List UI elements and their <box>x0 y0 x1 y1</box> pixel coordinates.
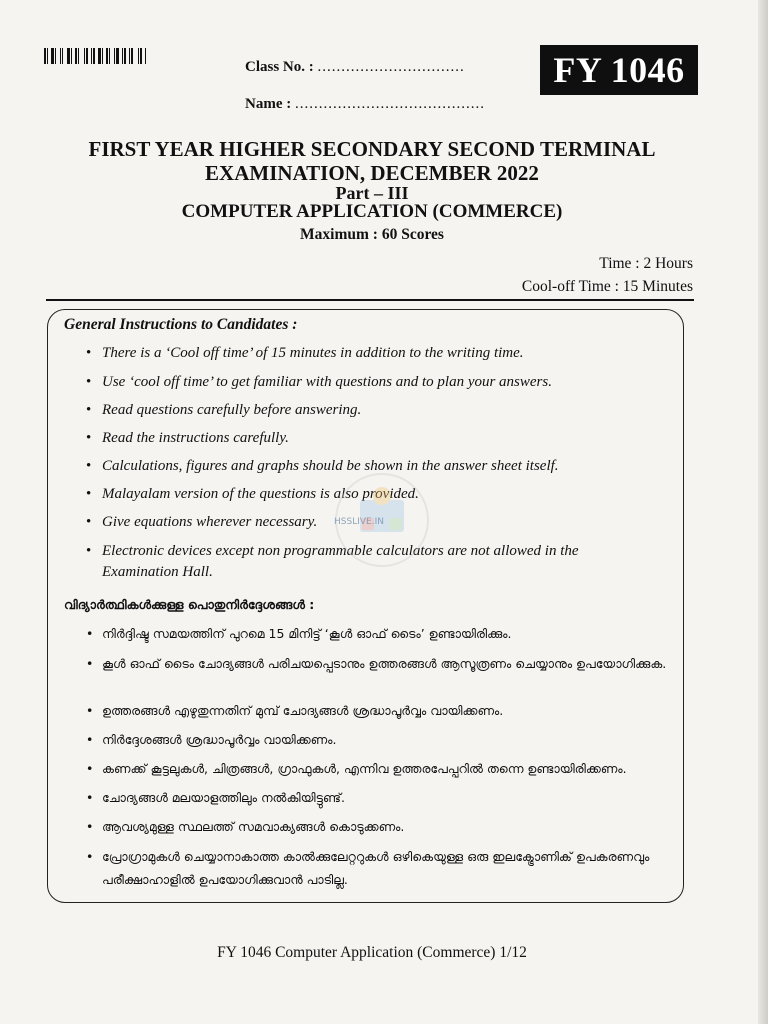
barcode-bar <box>109 48 110 64</box>
exam-title-line1: FIRST YEAR HIGHER SECONDARY SECOND TERMINAL <box>88 137 656 161</box>
barcode-bar <box>71 48 72 64</box>
barcode-bar <box>75 48 77 64</box>
barcode-bar <box>51 48 54 64</box>
malayalam-instruction-item: • നിർദ്ദിഷ്ട സമയത്തിന് പുറമെ 15 മിനിട്ട് ‘കൂൾ ഓഫ് ടൈം’ ഉണ്ടായിരിക്കും. <box>86 622 676 645</box>
page-footer: FY 1046 Computer Application (Commerce) 1/12 <box>217 944 527 961</box>
barcode-bar <box>124 48 126 64</box>
exam-subject: COMPUTER APPLICATION (COMMERCE) <box>181 201 563 222</box>
instruction-item: • Read questions carefully before answering. <box>86 400 656 421</box>
barcode-bar <box>131 48 133 64</box>
barcode-bar <box>122 48 123 64</box>
bullet-icon: • <box>86 761 94 776</box>
barcode-bar <box>64 48 66 64</box>
barcode-bar <box>134 48 137 64</box>
barcode-bar <box>84 48 85 64</box>
barcode-bar <box>49 48 50 64</box>
barcode-bar <box>129 48 130 64</box>
malayalam-instructions-heading: വിദ്യാർത്ഥികൾക്കുള്ള പൊതുനിർദ്ദേശങ്ങൾ : <box>64 597 315 612</box>
barcode-bar <box>116 48 119 64</box>
barcode-bar <box>120 48 121 64</box>
barcode-bar <box>127 48 128 64</box>
bullet-icon: • <box>86 430 92 446</box>
barcode-bar <box>93 48 95 64</box>
bullet-icon: • <box>86 374 92 390</box>
barcode-bar <box>57 48 59 64</box>
barcode-bar <box>102 48 103 64</box>
barcode-bar <box>67 48 70 64</box>
watermark-label: HSSLIVE.IN <box>334 517 384 527</box>
instruction-item: • Malayalam version of the questions is also provided. <box>86 484 656 505</box>
barcode-bar <box>55 48 56 64</box>
barcode-bar <box>143 48 144 64</box>
barcode-bar <box>104 48 105 64</box>
barcode-bar <box>62 48 63 64</box>
barcode-bar <box>106 48 108 64</box>
malayalam-instruction-item: • കണക്ക് കൂട്ടലുകൾ, ചിത്രങ്ങൾ, ഗ്രാഫുകൾ, എന്നിവ ഉത്തരപേപ്പറിൽ തന്നെ ഉണ്ടായിരിക്കണം. <box>86 757 676 780</box>
instruction-item: • Calculations, figures and graphs should be shown in the answer sheet itself. <box>86 456 656 477</box>
malayalam-instruction-item: • ചോദ്യങ്ങൾ മലയാളത്തിലും നൽകിയിട്ടുണ്ട്. <box>86 786 676 809</box>
name-blank: ........................................ <box>294 96 485 112</box>
malayalam-instruction-item: • പ്രോഗ്രാമുകൾ ചെയ്യാനാകാത്ത കാൽക്കുലേറ്ററുകൾ ഒഴികെയുള്ള ഒരു ഇലക്ട്രോണിക് ഉപകരണവും പരീക്ഷാഹാളിൽ ഉപയോഗിക്കുവാൻ പാടില്ല. <box>86 845 676 891</box>
bullet-icon: • <box>86 656 94 671</box>
bullet-icon: • <box>86 543 92 559</box>
instruction-item: • There is a ‘Cool off time’ of 15 minutes in addition to the writing time. <box>86 343 656 364</box>
exam-part: Part – III <box>335 183 409 203</box>
barcode-bar <box>73 48 74 64</box>
bullet-icon: • <box>86 790 94 805</box>
bullet-icon: • <box>86 703 94 718</box>
max-scores: Maximum : 60 Scores <box>300 226 444 243</box>
barcode-bar <box>89 48 90 64</box>
time-duration: Time : 2 Hours <box>599 255 693 272</box>
barcode-bar <box>140 48 142 64</box>
barcode-bar <box>98 48 101 64</box>
class-no-field <box>245 59 465 76</box>
instruction-item: • Read the instructions carefully. <box>86 428 656 449</box>
instruction-item: • Give equations wherever necessary. <box>86 512 656 533</box>
class-no-blank: ............................... <box>317 59 465 75</box>
instructions-heading: General Instructions to Candidates : <box>64 316 298 333</box>
name-field <box>245 96 485 113</box>
barcode-bar <box>47 48 48 64</box>
header-divider <box>46 299 694 301</box>
barcode-bar <box>138 48 139 64</box>
barcode-bar <box>114 48 115 64</box>
name-label: Name : <box>245 96 292 112</box>
page-edge-shadow <box>758 0 768 1024</box>
barcode-bar <box>78 48 79 64</box>
malayalam-instruction-item: • ഉത്തരങ്ങൾ എഴുതുന്നതിന് മുമ്പ് ചോദ്യങ്ങൾ ശ്രദ്ധാപൂർവ്വം വായിക്കണം. <box>86 699 676 722</box>
barcode-bar <box>111 48 113 64</box>
barcode-bar <box>60 48 61 64</box>
malayalam-instruction-item: • ആവശ്യമുള്ള സ്ഥലത്ത് സമവാക്യങ്ങൾ കൊടുക്കണം. <box>86 815 676 838</box>
bullet-icon: • <box>86 402 92 418</box>
barcode-bar <box>91 48 92 64</box>
barcode-bar <box>96 48 97 64</box>
bullet-icon: • <box>86 849 94 864</box>
barcode <box>44 48 168 64</box>
barcode-bar <box>86 48 88 64</box>
bullet-icon: • <box>86 458 92 474</box>
instruction-item: • Electronic devices except non programmable calculators are not allowed in the Examination Hall. <box>86 543 579 580</box>
barcode-bar <box>80 48 83 64</box>
bullet-icon: • <box>86 732 94 747</box>
malayalam-instruction-item: • നിർദ്ദേശങ്ങൾ ശ്രദ്ധാപൂർവ്വം വായിക്കണം. <box>86 728 676 751</box>
barcode-bar <box>44 48 46 64</box>
bullet-icon: • <box>86 345 92 361</box>
instruction-item: • Use ‘cool off time’ to get familiar with questions and to plan your answers. <box>86 372 656 393</box>
bullet-icon: • <box>86 514 92 530</box>
bullet-icon: • <box>86 486 92 502</box>
class-no-label: Class No. : <box>245 59 314 75</box>
exam-title-line2: EXAMINATION, DECEMBER 2022 <box>205 161 539 185</box>
paper-code-badge: FY 1046 <box>540 45 698 95</box>
cool-off-time: Cool-off Time : 15 Minutes <box>521 278 693 295</box>
barcode-bar <box>145 48 146 64</box>
bullet-icon: • <box>86 626 94 641</box>
malayalam-instruction-item: • കൂൾ ഓഫ് ടൈം ചോദ്യങ്ങൾ പരിചയപ്പെടാനും ഉത്തരങ്ങൾ ആസൂത്രണം ചെയ്യാനും ഉപയോഗിക്കുക. <box>86 652 676 675</box>
bullet-icon: • <box>86 819 94 834</box>
